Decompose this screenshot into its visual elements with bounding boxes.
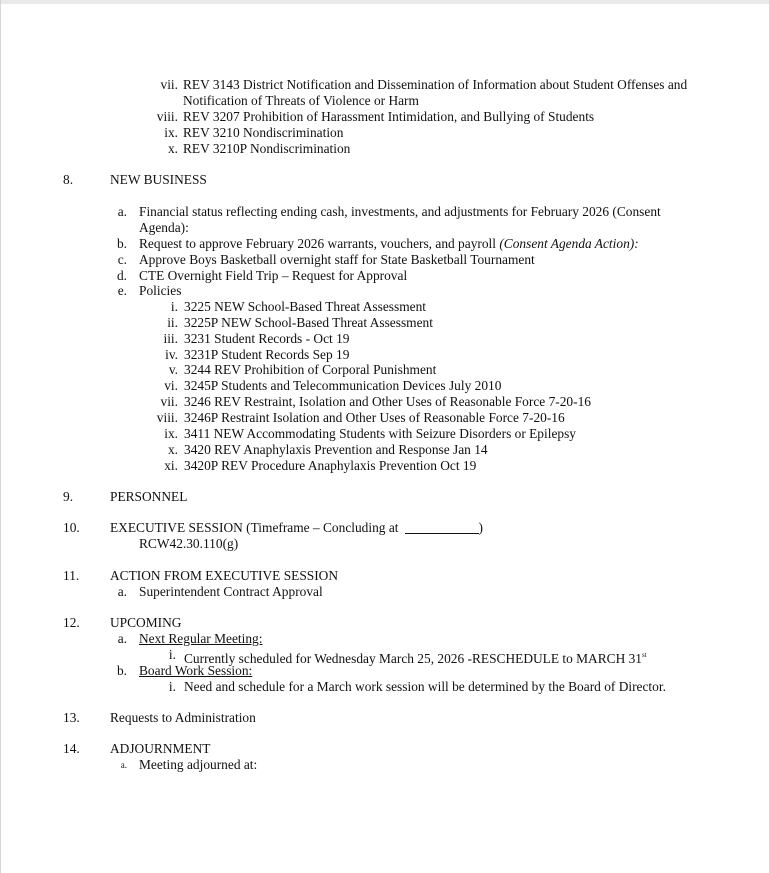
list-marker: ix. [164,125,178,140]
next-regular-meeting-label: Next Regular Meeting: [139,631,263,646]
list-item: Request to approve February 2026 warrants, vouchers, and payroll (Consent Agenda Action): [139,236,639,251]
section-title: EXECUTIVE SESSION (Timeframe – Concluding at ) [110,520,483,535]
consent-agenda-note: (Consent Agenda Action): [499,236,639,251]
board-work-session-label: Board Work Session: [139,663,253,678]
list-marker: vii. [160,394,178,409]
list-marker: a. [120,760,127,770]
list-item: 3420P REV Procedure Anaphylaxis Prevention Oct 19 [184,458,477,473]
section-title: Requests to Administration [110,710,256,725]
list-item: Currently scheduled for Wednesday March 25, 2026 -RESCHEDULE to MARCH 31st [184,651,647,666]
list-marker: i. [170,299,178,314]
section-number: 11. [63,568,80,583]
list-marker: ix. [164,426,178,441]
section-number: 12. [63,615,80,630]
list-marker: v. [168,362,178,377]
list-item: 3246 REV Restraint, Isolation and Other Uses of Reasonable Force 7-20-16 [184,394,591,409]
section-title: ACTION FROM EXECUTIVE SESSION [110,568,339,583]
list-item: Approve Boys Basketball overnight staff for State Basketball Tournament [139,252,535,267]
list-item: Notification of Threats of Violence or Harm [183,93,419,108]
list-item: 3246P Restraint Isolation and Other Uses of Reasonable Force 7-20-16 [184,410,565,425]
list-item: Meeting adjourned at: [139,757,258,772]
list-marker: b. [116,236,127,251]
list-item: 3420 REV Anaphylaxis Prevention and Response Jan 14 [184,442,488,457]
list-item: 3231P Student Records Sep 19 [184,347,350,362]
list-marker: i. [168,647,176,662]
page-top-edge [0,0,770,4]
list-marker: viii. [156,410,178,425]
list-item: REV 3207 Prohibition of Harassment Intimidation, and Bullying of Students [183,109,595,124]
list-item: 3231 Student Records - Oct 19 [184,331,350,346]
list-marker: b. [116,663,127,678]
list-marker: xi. [164,458,178,473]
list-item: 3225 NEW School-Based Threat Assessment [184,299,426,314]
list-item: 3244 REV Prohibition of Corporal Punishment [184,362,437,377]
section-number: 8. [63,172,74,187]
list-item: REV 3210 Nondiscrimination [183,125,344,140]
section-number: 13. [63,710,80,725]
list-item: Agenda): [139,220,189,235]
list-marker: ii. [167,315,178,330]
list-marker: a. [117,631,127,646]
rcw-reference: RCW42.30.110(g) [139,536,239,551]
time-blank-line [405,521,479,534]
section-number: 9. [63,489,74,504]
list-item: Need and schedule for a March work session will be determined by the Board of Director. [184,679,666,694]
list-marker: vii. [160,77,178,92]
section-title: UPCOMING [110,615,182,630]
list-marker: a. [117,584,127,599]
list-item: Superintendent Contract Approval [139,584,323,599]
list-item: 3411 NEW Accommodating Students with Seizure Disorders or Epilepsy [184,426,576,441]
section-title: PERSONNEL [110,489,188,504]
section-title: NEW BUSINESS [110,172,207,187]
list-item: Financial status reflecting ending cash, investments, and adjustments for February 2026 (Consent [139,204,661,219]
list-marker: c. [117,252,127,267]
list-marker: d. [116,268,127,283]
list-item: Policies [139,283,182,298]
list-marker: vi. [164,378,178,393]
list-marker: x. [167,442,178,457]
list-item: 3245P Students and Telecommunication Devices July 2010 [184,378,502,393]
list-marker: iii. [163,331,178,346]
list-marker: viii. [156,109,178,124]
section-number: 14. [63,741,80,756]
list-item: 3225P NEW School-Based Threat Assessment [184,315,433,330]
list-marker: i. [168,679,176,694]
list-item: REV 3210P Nondiscrimination [183,141,351,156]
list-marker: a. [117,204,127,219]
list-item: REV 3143 District Notification and Dissemination of Information about Student Offenses and [183,77,688,92]
list-marker: x. [167,141,178,156]
list-marker: e. [117,283,127,298]
list-item: CTE Overnight Field Trip – Request for Approval [139,268,408,283]
list-marker: iv. [165,347,178,362]
section-number: 10. [63,520,80,535]
section-title: ADJOURNMENT [110,741,211,756]
page-left-edge [0,0,1,873]
